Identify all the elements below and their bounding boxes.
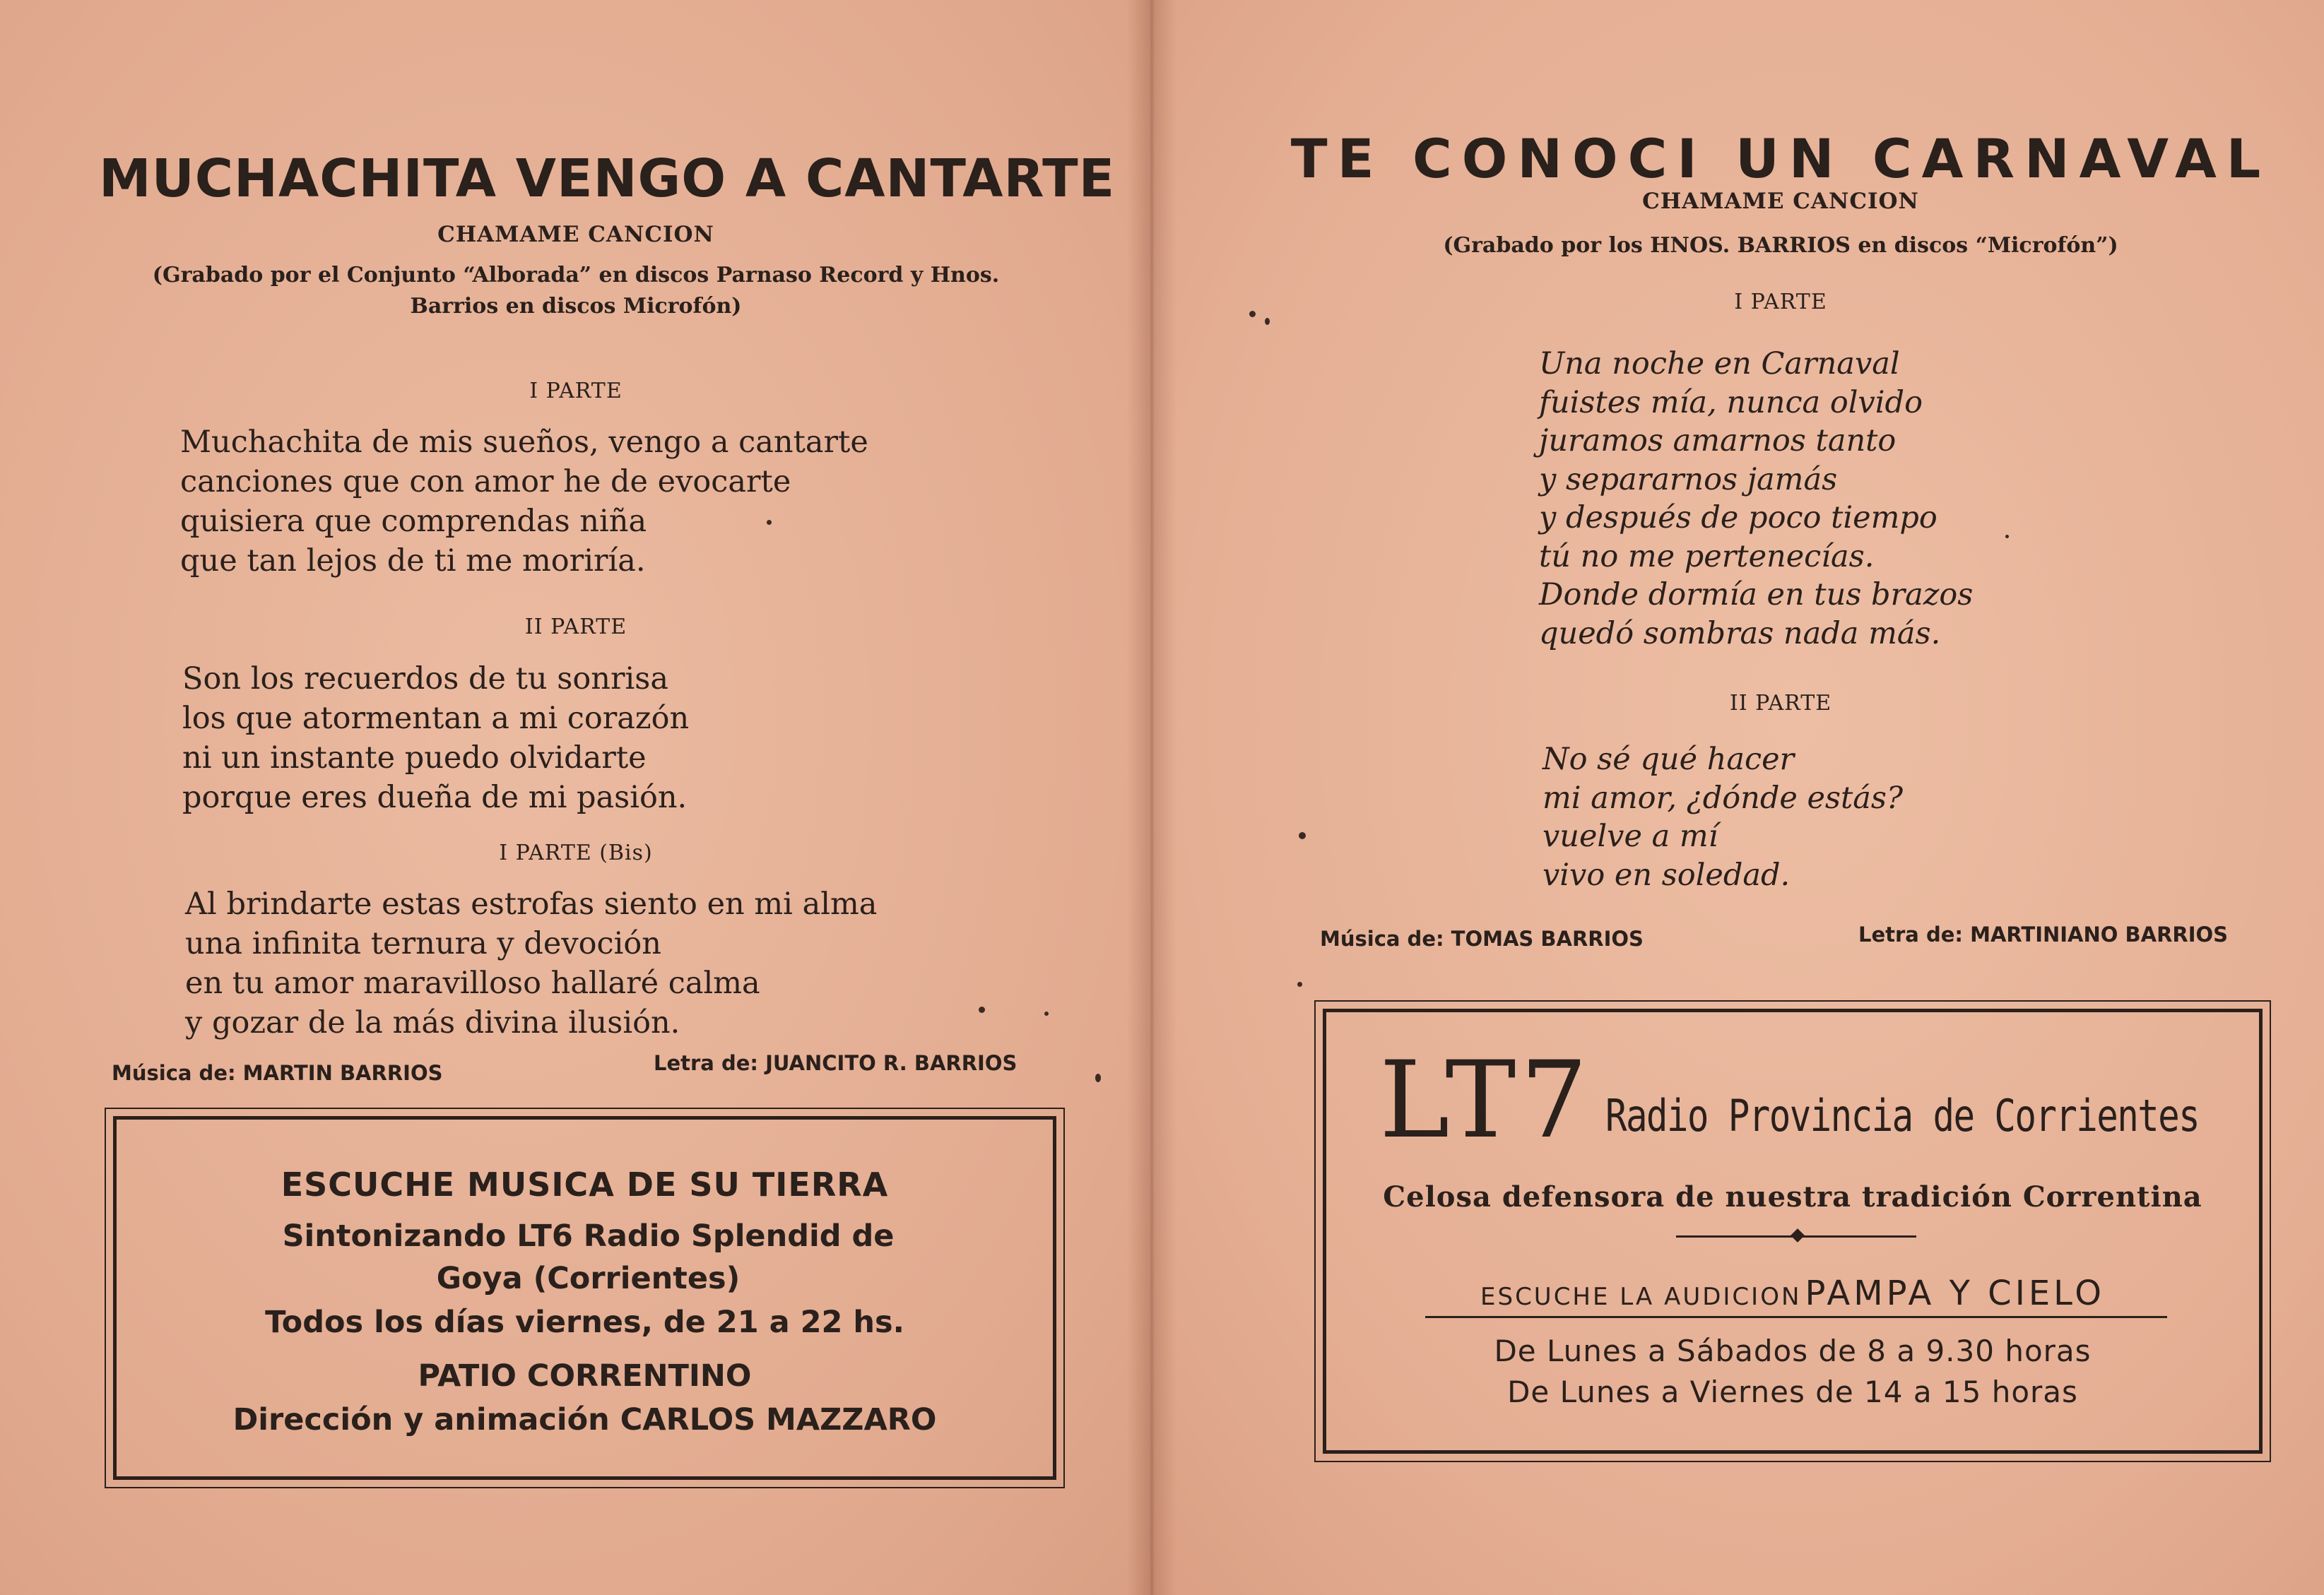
lyric-line: los que atormentan a mi corazón: [182, 701, 690, 736]
paper-speck: [1297, 982, 1302, 987]
schedule-line-2: De Lunes a Viernes de 14 a 15 horas: [1507, 1375, 2078, 1409]
station-callsign: LT7: [1379, 1039, 1592, 1162]
left-recording-note: (Grabado por el Conjunto “Alborada” en discos Parnaso Record y Hnos. Barrios en discos Microfón): [152, 263, 1000, 319]
paper-speck: [2005, 535, 2009, 538]
paper-speck: [1265, 318, 1270, 325]
lyric-line: vivo en soledad.: [1543, 857, 1791, 893]
program-underline: [1425, 1316, 2167, 1318]
left-song-genre: CHAMAME CANCION: [437, 222, 714, 247]
ornament-diamond-icon: [1791, 1228, 1805, 1243]
lyric-line: vuelve a mí: [1543, 819, 1718, 854]
program-announcement: [1326, 1274, 2259, 1313]
lt6-radio-ad-box: [113, 1116, 1056, 1480]
paper-speck: [979, 1007, 985, 1013]
right-song-genre: CHAMAME CANCION: [1642, 189, 1919, 214]
ad-station-line: Sintonizando LT6 Radio Splendid de Goya (Corrientes): [282, 1219, 895, 1296]
lyric-line: una infinita ternura y devoción: [185, 926, 661, 961]
lyric-line: Son los recuerdos de tu sonrisa: [182, 661, 668, 696]
book-gutter: [1127, 0, 1176, 1595]
station-name: Radio Provincia de Corrientes: [1605, 1090, 2200, 1142]
left-section-label-1: I PARTE: [529, 379, 623, 403]
left-lyrics-credit: Letra de: JUANCITO R. BARRIOS: [654, 1051, 1018, 1075]
paper-speck: [1249, 311, 1256, 317]
paper-speck: [1095, 1074, 1101, 1082]
station-tagline: Celosa defensora de nuestra tradición Correntina: [1383, 1180, 2202, 1214]
ad-headline: ESCUCHE MUSICA DE SU TIERRA: [281, 1166, 889, 1204]
lyric-line: tú no me pertenecías.: [1539, 538, 1875, 574]
lyric-line: porque eres dueña de mi pasión.: [182, 780, 688, 815]
schedule-line-1: De Lunes a Sábados de 8 a 9.30 horas: [1494, 1334, 2092, 1368]
lyric-line: mi amor, ¿dónde estás?: [1543, 780, 1904, 816]
lyric-line: y después de poco tiempo: [1539, 500, 1937, 535]
lyric-line: Al brindarte estas estrofas siento en mi alma: [185, 887, 878, 922]
lt7-radio-ad-box: [1323, 1009, 2263, 1454]
lyric-line: y gozar de la más divina ilusión.: [185, 1005, 680, 1040]
ad-schedule-line: Todos los días viernes, de 21 a 22 hs.: [265, 1305, 904, 1340]
lyric-line: Una noche en Carnaval: [1539, 346, 1900, 381]
lyric-line: No sé qué hacer: [1543, 742, 1795, 777]
lyric-line: en tu amor maravilloso hallaré calma: [185, 966, 760, 1001]
left-section-label-3: I PARTE (Bis): [499, 841, 653, 865]
ad-direction-line: Dirección y animación CARLOS MAZZARO: [232, 1402, 937, 1437]
paper-speck: [1044, 1012, 1049, 1016]
right-section-label-2: II PARTE: [1729, 691, 1832, 716]
lyric-line: Donde dormía en tus brazos: [1539, 577, 1974, 612]
left-music-credit: Música de: MARTIN BARRIOS: [112, 1061, 443, 1085]
right-music-credit: Música de: TOMAS BARRIOS: [1320, 927, 1644, 951]
left-section-label-2: II PARTE: [524, 615, 627, 639]
ad-program-name: PATIO CORRENTINO: [418, 1358, 752, 1394]
lyric-line: quisiera que comprendas niña: [180, 504, 647, 539]
right-stanza-1: [1539, 345, 1973, 653]
lyric-line: ni un instante puedo olvidarte: [182, 740, 647, 776]
right-recording-note: (Grabado por los HNOS. BARRIOS en discos “Microfón”): [1443, 233, 2118, 258]
left-song-title: MUCHACHITA VENGO A CANTARTE: [99, 148, 1116, 209]
left-stanza-3: [185, 884, 877, 1043]
lyric-line: Muchachita de mis sueños, vengo a cantarte: [180, 425, 868, 460]
right-stanza-2: [1543, 740, 1903, 894]
right-lyrics-credit: Letra de: MARTINIANO BARRIOS: [1858, 923, 2229, 947]
lyric-line: canciones que con amor he de evocarte: [180, 464, 791, 499]
lyric-line: que tan lejos de ti me moriría.: [180, 543, 646, 579]
right-song-title: TE CONOCI UN CARNAVAL: [1290, 127, 2271, 190]
right-section-label-1: I PARTE: [1734, 290, 1827, 314]
lyric-line: quedó sombras nada más.: [1539, 615, 1941, 651]
lyric-line: juramos amarnos tanto: [1539, 423, 1897, 458]
listen-prefix: ESCUCHE LA AUDICION: [1480, 1283, 1802, 1311]
left-stanza-1: [180, 422, 868, 581]
lyric-line: fuistes mía, nunca olvido: [1539, 384, 1923, 420]
lyric-line: y separarnos jamás: [1539, 461, 1838, 497]
paper-speck: [1299, 832, 1306, 839]
left-stanza-2: [182, 659, 689, 817]
program-name: PAMPA Y CIELO: [1805, 1274, 2105, 1313]
paper-speck: [767, 520, 772, 525]
